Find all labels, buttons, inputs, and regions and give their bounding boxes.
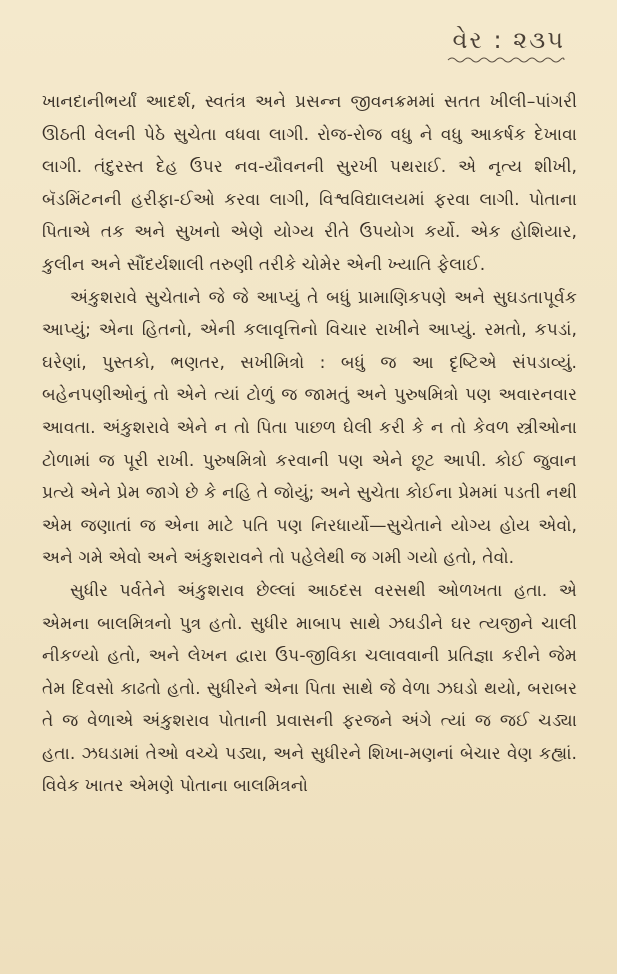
running-head: વેર : ૨૩૫ bbox=[452, 26, 565, 54]
paragraph-1: ખાનદાનીભર્યાં આદર્શ, સ્વતંત્ર અને પ્રસન્ન જીવનક્રમમાં સતત ખીલી–પાંગરી ઊઠતી વેલની પેઠે સુચેતા વધવા લાગી. રોજ-રોજ વધુ ને વધુ આકર્ષક દેખાવા લાગી. તંદુરસ્ત દેહ ઉપર નવ-યૌવનની સુરખી પથરાઈ. એ નૃત્ય શીખી, બૅડમિંટનની હરીફા-ઈઓ કરવા લાગી, વિશ્વવિદ્યાલયમાં ફરવા લાગી. પોતાના પિતાએ તક અને સુખનો એણે યોગ્ય રીતે ઉપયોગ કર્યો. એક હોશિયાર, કુલીન અને સૌંદર્યશાલી તરુણી તરીકે ચોમેર એની ખ્યાતિ ફેલાઈ. bbox=[42, 92, 577, 275]
page-header bbox=[447, 26, 565, 64]
paragraph-3: સુધીર પર્વતેને અંકુશરાવ છેલ્લાં આઠદસ વરસથી ઓળખતા હતા. એ એમના બાલમિત્રનો પુત્ર હતો. સુધીર માબાપ સાથે ઝઘડીને ઘર ત્યજીને ચાલી નીકળ્યો હતો, અને લેખન દ્વારા ઉપ-જીવિકા ચલાવવાની પ્રતિજ્ઞા કરીને જેમ તેમ દિવસો કાઢતો હતો. સુધીરને એના પિતા સાથે જે વેળા ઝઘડો થયો, બરાબર તે જ વેળાએ અંકુશરાવ પોતાની પ્રવાસની ફરજને અંગે ત્યાં જ જઈ ચડ્યા હતા. ઝઘડામાં તેઓ વચ્ચે પડ્યા, અને સુધીરને શિખા-મણનાં બેચાર વેણ કહ્યાં. વિવેક ખાતર એમણે પોતાના બાલમિત્રનો bbox=[42, 580, 577, 797]
paragraph-2: અંકુશરાવે સુચેતાને જે જે આપ્યું તે બધું પ્રામાણિકપણે અને સુઘડતાપૂર્વક આપ્યું; એના હિતનો, એની કલાવૃત્તિનો વિચાર રાખીને આપ્યું. રમતો, કપડાં, ઘરેણાં, પુસ્તકો, ભણતર, સખીમિત્રો : બધું જ આ દૃષ્ટિએ સંપડાવ્યું. બહેનપણીઓનું તો એને ત્યાં ટોળું જ જામતું અને પુરુષમિત્રો પણ અવારનવાર આવતા. અંકુશરાવે એને ન તો પિતા પાછળ ઘેલી કરી કે ન તો કેવળ સ્ત્રીઓના ટોળામાં જ પૂરી રાખી. પુરુષમિત્રો કરવાની પણ એને છૂટ આપી. કોઈ જુવાન પ્રત્યે એને પ્રેમ જાગે છે કે નહિ તે જોયું; અને સુચેતા કોઈના પ્રેમમાં પડતી નથી એમ જણાતાં જ એના માટે પતિ પણ નિરધાર્યો—સુચેતાને યોગ્ય હોય એવો, અને ગમે એવો અને અંકુશરાવને તો પહેલેથી જ ગમી ગયો હતો, તેવો. bbox=[42, 287, 577, 569]
wavy-rule-ornament bbox=[447, 56, 565, 64]
body-text bbox=[42, 86, 577, 803]
